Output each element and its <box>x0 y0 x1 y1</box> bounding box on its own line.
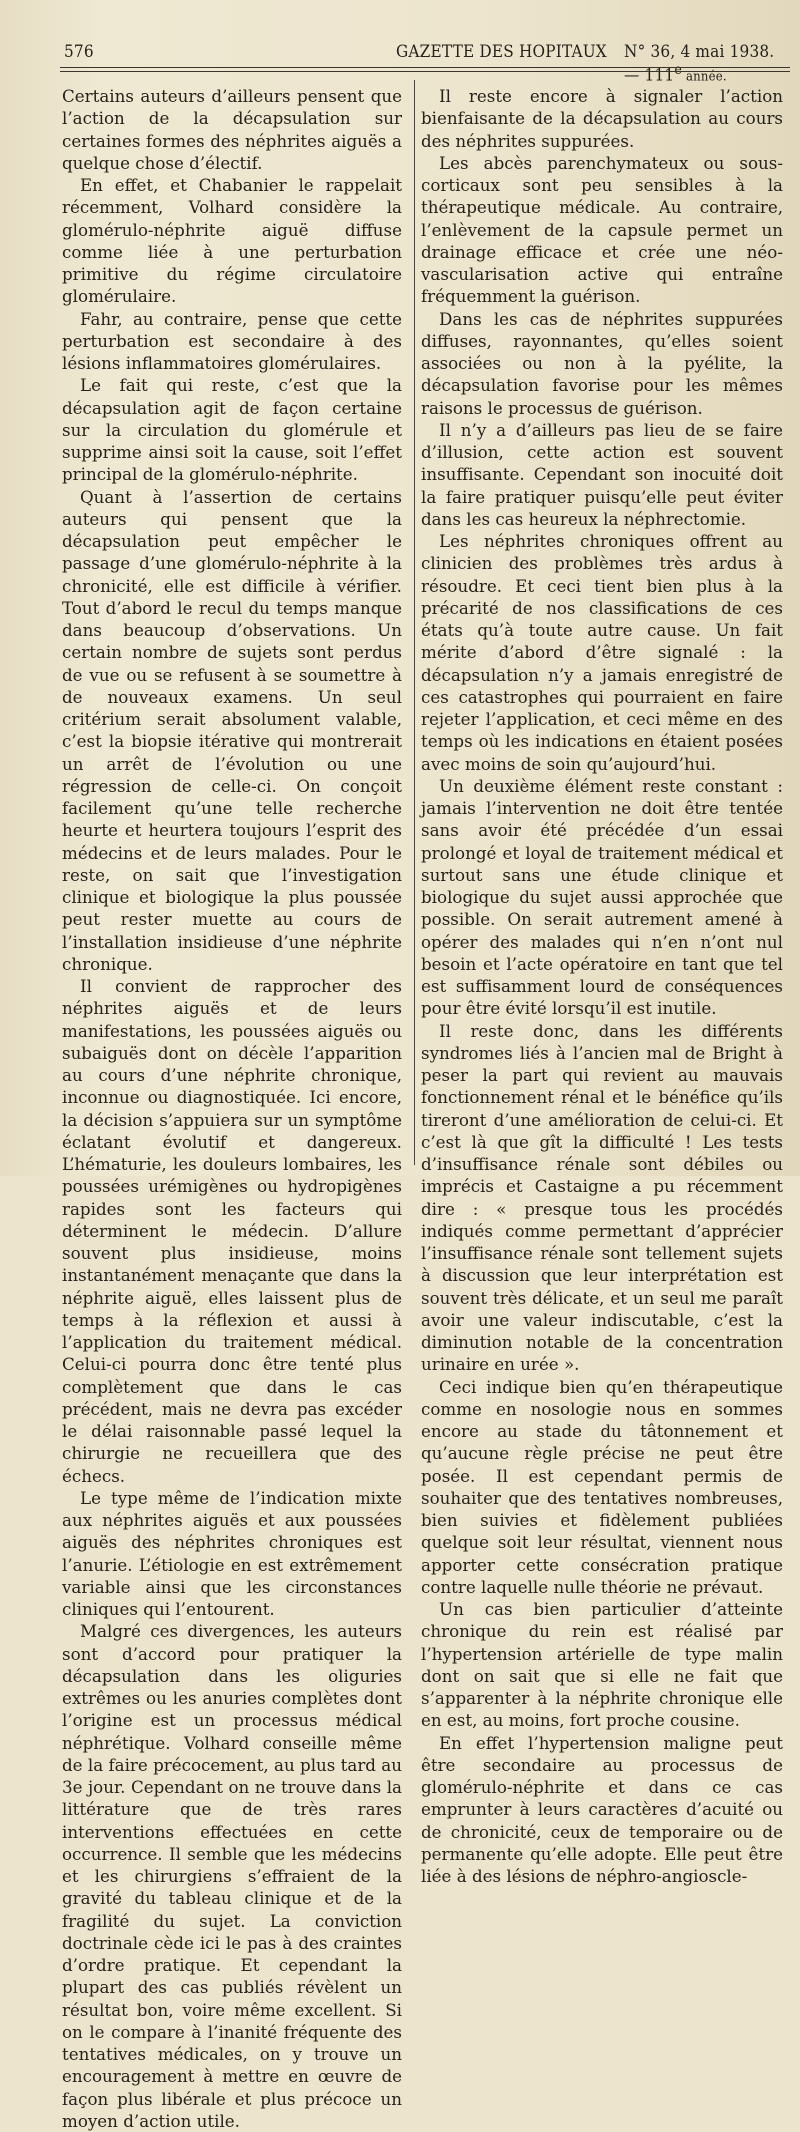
paragraph: Les néphrites chroniques offrent au clinicien des problèmes très ardus à résoudre. Et ceci tient bien plus à la précarité de nos classifications de ces états qu’à toute autre cause. Un fait mérite d’abord d’être signalé : la décapsulation n’y a jamais enregistré de ces catastrophes qui pourraient en faire rejeter l’application, et ceci même en des temps où les indications en étaient posées avec moins de soin qu’aujourd’hui. <box>421 531 783 774</box>
paragraph: Ceci indique bien qu’en thérapeutique comme en nosologie nous en sommes encore au stade du tâtonnement et qu’aucune règle précise ne peut être posée. Il est cependant permis de souhaiter que des tentatives nombreuses, bien suivies et fidèlement publiées quelque soit leur résultat, viennent nous apporter cette consécration pratique contre laquelle nulle théorie ne prévaut. <box>421 1376 783 1597</box>
paragraph: Le type même de l’indication mixte aux néphrites aiguës et aux poussées aiguës des néphrites chroniques est l’anurie. L’étiologie en est extrêmement variable ainsi que les circonstances cliniques qui l’entourent. <box>62 1487 402 1619</box>
paragraph: Quant à l’assertion de certains auteurs qui pensent que la décapsulation peut empêcher le passage d’une glomérulo-néphrite à la chronicité, elle est difficile à vérifier. Tout d’abord le recul du temps manque dans beaucoup d’observations. Un certain nombre de sujets sont perdus de vue ou se refusent à se soumettre à de nouveaux examens. Un seul critérium serait absolument valable, c’est la biopsie itérative qui montrerait un arrêt de l’évolution ou une régression de celle-ci. On conçoit facilement qu’une telle recherche heurte et heurtera toujours l’esprit des médecins et de leurs malades. Pour le reste, on sait que l’investigation clinique et biologique la plus poussée peut rester muette au cours de l’installation insidieuse d’une néphrite chronique. <box>62 486 402 974</box>
paragraph: Malgré ces divergences, les auteurs sont d’accord pour pratiquer la décapsulation dans les oliguries extrêmes ou les anuries complètes dont l’origine est un processus médical néphrétique. Volhard conseille même de la faire précocement, au plus tard au 3e jour. Cependant on ne trouve dans la littérature que de très rares interventions effectuées en cette occurrence. Il semble que les médecins et les chirurgiens s’effraient de la gravité du tableau clinique et de la fragilité du sujet. La conviction doctrinale cède ici le pas à des craintes d’ordre pratique. Et cependant la plupart des cas publiés révèlent un résultat bon, voire même excellent. Si on le compare à l’inanité fréquente des tentatives médicales, on y trouve un encouragement à mettre en œuvre de façon plus libérale et plus précoce un moyen d’action utile. <box>62 1621 402 2131</box>
left-column <box>62 85 402 2132</box>
issue-info <box>624 42 792 86</box>
paragraph: Les abcès parenchymateux ou sous-corticaux sont peu sensibles à la thérapeutique médicale. Au contraire, l’enlèvement de la capsule permet un drainage efficace et crée une néo-vascularisation active qui entraîne fréquemment la guérison. <box>421 152 783 307</box>
right-column <box>421 85 783 1887</box>
journal-title: GAZETTE DES HOPITAUX <box>396 42 607 62</box>
paragraph: Dans les cas de néphrites suppurées diffuses, rayonnantes, qu’elles soient associées ou non à la pyélite, la décapsulation favorise pour les mêmes raisons le processus de guérison. <box>421 308 783 418</box>
page-header <box>58 40 792 86</box>
issue-year-label: année. <box>682 69 727 85</box>
paragraph: Il reste donc, dans les différents syndromes liés à l’ancien mal de Bright à peser la part qui revient au mauvais fonctionnement rénal et le bénéfice qu’ils tireront d’une amélioration de celui-ci. Et c’est là que gît la difficulté ! Les tests d’insuffisance rénale sont débiles ou imprécis et Castaigne a pu récemment dire : « presque tous les procédés indiqués comme permettant d’apprécier l’insuffisance rénale sont tellement sujets à discussion que leur interprétation est souvent très délicate, et un seul me paraît avoir une valeur indiscutable, c’est la diminution notable de la concentration urinaire en urée ». <box>421 1020 783 1375</box>
page-number: 576 <box>64 42 94 62</box>
paragraph: En effet, et Chabanier le rappelait récemment, Volhard considère la glomérulo-néphrite aiguë diffuse comme liée à une perturbation primitive du régime circulatoire glomérulaire. <box>62 175 402 307</box>
column-divider <box>414 80 415 1165</box>
paragraph: Le fait qui reste, c’est que la décapsulation agit de façon certaine sur la circulation du glomérule et supprime ainsi soit la cause, soit l’effet principal de la glomérulo-néphrite. <box>62 375 402 485</box>
paragraph: Il reste encore à signaler l’action bienfaisante de la décapsulation au cours des néphrites suppurées. <box>421 86 783 151</box>
paragraph: Il convient de rapprocher des néphrites aiguës et de leurs manifestations, les poussées aiguës ou subaiguës dont on décèle l’apparition au cours d’une néphrite chronique, inconnue ou diagnostiquée. Ici encore, la décision s’appuiera sur un symptôme éclatant évolutif et dangereux. L’hématurie, les douleurs lombaires, les poussées urémigènes ou hydropigènes rapides sont les facteurs qui déterminent le médecin. D’allure souvent plus insidieuse, moins instantanément menaçante que dans la néphrite aiguë, elles laissent plus de temps à la réflexion et aussi à l’application du traitement médical. Celui-ci pourra donc être tenté plus complètement que dans le cas précédent, mais ne devra pas excéder le délai raisonnable passé lequel la chirurgie ne recueillera que des échecs. <box>62 976 402 1486</box>
paragraph: En effet l’hypertension maligne peut être secondaire au processus de glomérulo-néphrite et dans ce cas emprunter à leurs caractères d’acuité ou de chronicité, ceux de temporaire ou de permanente qu’elle adopte. Elle peut être liée à des lésions de néphro-angioscle- <box>421 1732 783 1886</box>
header-rule-top <box>60 67 790 68</box>
paragraph: Un cas bien particulier d’atteinte chronique du rein est réalisé par l’hypertension artérielle de type malin dont on sait que si elle ne fait que s’apparenter à la néphrite chronique elle en est, au moins, fort proche cousine. <box>421 1599 783 1731</box>
paragraph: Fahr, au contraire, pense que cette perturbation est secondaire à des lésions inflammatoires glomérulaires. <box>62 308 402 373</box>
paragraph: Un deuxième élément reste constant : jamais l’intervention ne doit être tentée sans avoir été précédée d’un essai prolongé et loyal de traitement médical et surtout sans une étude clinique et biologique du sujet aussi approchée que possible. On serait autrement amené à opérer des malades qui n’en n’ont nul besoin et l’acte opératoire en tant que tel est suffisamment lourd de conséquences pour être évité lorsqu’il est inutile. <box>421 775 783 1019</box>
paragraph: Certains auteurs d’ailleurs pensent que l’action de la décapsulation sur certaines formes des néphrites aiguës a quelque chose d’électif. <box>62 86 402 173</box>
paragraph: Il n’y a d’ailleurs pas lieu de se faire d’illusion, cette action est souvent insuffisante. Cependant son inocuité doit la faire pratiquer puisqu’elle peut éviter dans les cas heureux la néphrectomie. <box>421 419 783 529</box>
header-rule-bottom <box>60 71 790 72</box>
issue-ordinal-suffix: e <box>674 62 683 78</box>
issue-date: N° 36, 4 mai 1938. — 111 <box>624 42 775 86</box>
